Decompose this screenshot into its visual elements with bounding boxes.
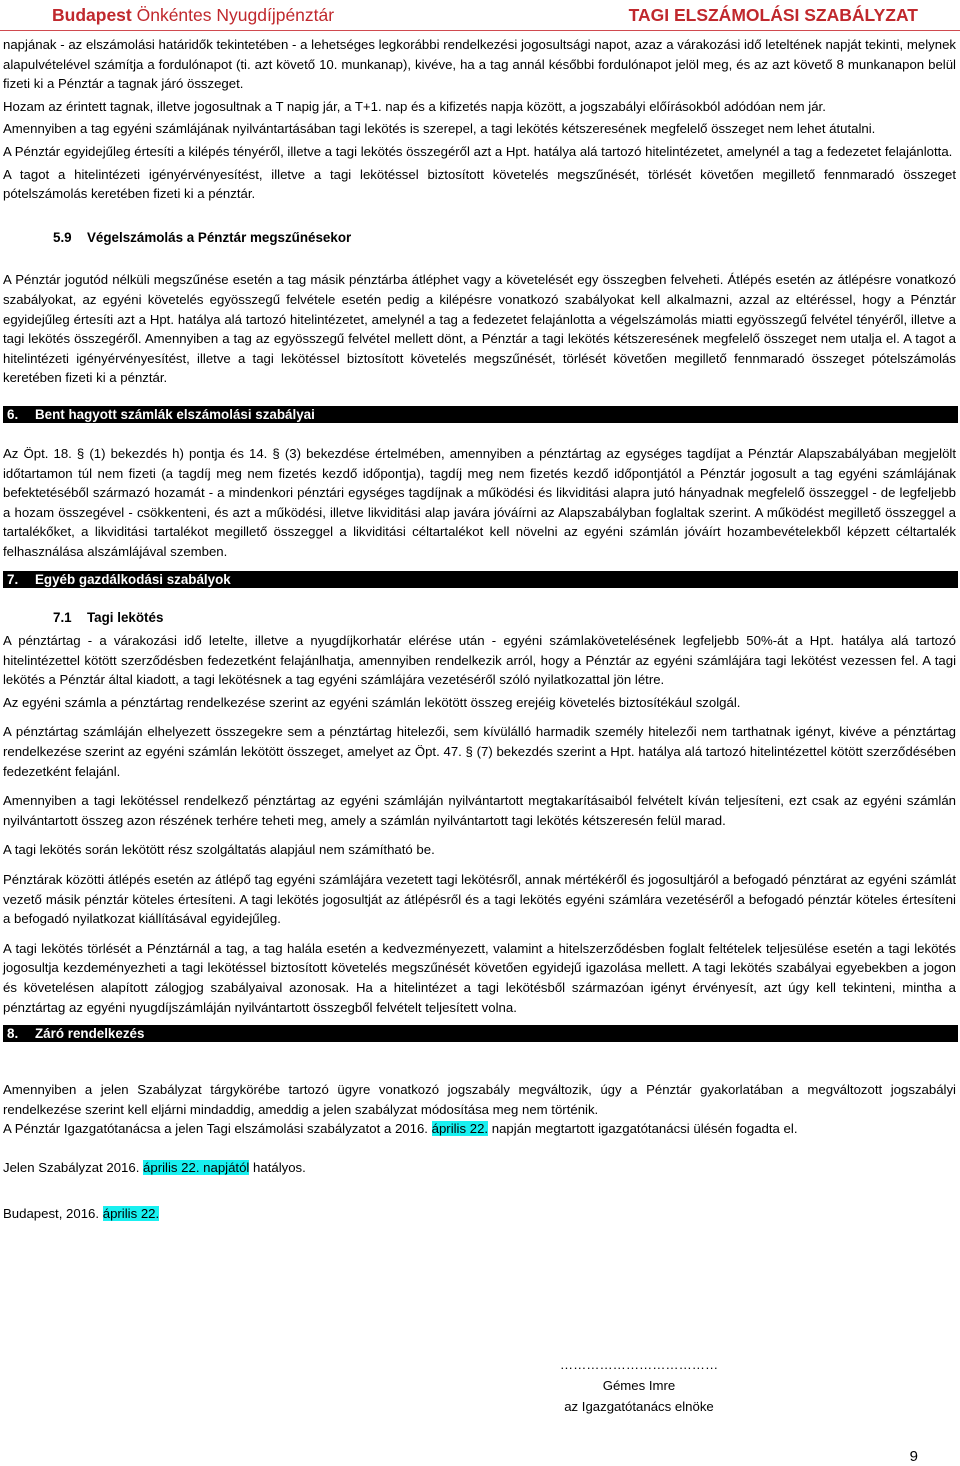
section-title: Záró rendelkezés — [35, 1026, 145, 1042]
paragraph: Amennyiben a jelen Szabályzat tárgykörébe tartozó ügyre vonatkozó jogszabály megváltozik, úgy a Pénztár gyakorlatában a megváltozott jogszabályi rendelkezése szerint kell eljárni mindaddig, ameddig a jelen szabályzat módosítása meg nem történik. — [3, 1082, 956, 1117]
section-heading-7-1 — [53, 608, 956, 628]
section-title: Tagi lekötés — [87, 610, 164, 626]
paragraph: Az egyéni számla a pénztártag rendelkezése szerint az egyéni számlán lekötött összeg erejéig követelés biztosítékául szolgál. — [3, 694, 741, 710]
paragraph: A Pénztár jogutód nélküli megszűnése esetén a tag másik pénztárba átléphet vagy a követelését egy összegben felveheti. Átlépés esetén az átlépésre vonatkozó szabályokat, az egyéni követelés egyösszegű felvétele esetén pedig a kilépésre vonatkozó szabályokat kell alkalmazni, azzal az eltéréssel, hogy a Pénztár egyidejűleg értesíti azt a Hpt. hatálya alá tartozó hitelintézetet, amelynél a tag a fedezetet felajánlotta a végelszámolás miatti egyösszegű felvétel tényéről, illetve a tagi lekötés összegéről. Amennyiben a tag az egyösszegű felvétel mellett dönt, a Pénztár a tagi lekötés kétszeresének megfelelő összeget nem utalja el. A tagot a hitelintézeti igényérvényesítést, illetve a tagi lekötéssel biztosított követelés megszűnését, törlését követően megillető fennmaradó összeget pótelszámolás keretében fizeti ki a pénztár. — [3, 272, 956, 386]
signature-block — [532, 1354, 746, 1417]
section-number: 8. — [7, 1026, 19, 1042]
section-heading-5-9 — [53, 228, 956, 248]
effective-date-paragraph — [3, 1158, 956, 1178]
section-heading-7 — [3, 571, 958, 588]
paragraph: A tagi lekötés során lekötött rész szolgáltatás alapjául nem számítható be. — [3, 842, 435, 858]
paragraph: A pénztártag - a várakozási idő letelte, illetve a nyugdíjkorhatár elérése után - egyéni számlakövetelésének legfeljebb 50%-át a Hpt. hatálya alá tartozó hitelintézettel kötött szerződésben fedezetként felajánlhatja, amennyiben rendelkezik arról, hogy a Pénztár az egyéni számlájára tagi lekötést vezessen fel. A tagi lekötés a Pénztár által kiadott, a tagi lekötésnek a tag egyéni számlájára vezetéséről szóló nyilatkozattal jön létre. — [3, 633, 956, 688]
header-fund-name-rest: Önkéntes Nyugdíjpénztár — [136, 4, 335, 25]
adoption-paragraph — [3, 1119, 956, 1139]
paragraph: Amennyiben a tag egyéni számlájának nyilvántartásában tagi lekötés is szerepel, a tagi lekötés kétszeresének megfelelő összeget nem lehet átutalni. — [3, 121, 876, 137]
highlighted-date: április 22. napjától — [143, 1159, 250, 1175]
highlighted-date: április 22. — [431, 1121, 489, 1137]
paragraph: Az Öpt. 18. § (1) bekezdés h) pontja és 14. § (3) bekezdése értelmében, amennyiben a pénztártag az egységes tagdíjat a Pénztár Alapszabályában megjelölt időtartamon túl nem fizeti (a tagdíj meg nem fizetés kezdő időpontja), tagdíj meg nem fizetés kezdő időpontjától a Pénztár jogosult a tag egyéni számlájának befektetéséből származó hozamát - a mindenkori pénztári egységes tagdíjnak a működési és likviditási alapra jutó hányadnak megfelelő összeggel - de legfeljebb a hozam összegével - csökkenteni, és azt a működési, illetve likviditási alap javára jóváírni az Alapszabályban foglaltak szerint. A működést megillető összeggel a tartalékőket, a likviditási tartalékot megillető összeggel a likviditási céltartalékot kell növelni az egyéni számlán jóváírt hozambevételekből képzett céltartalék felhasználása alszámlájával szemben. — [3, 445, 956, 559]
signatory-role: az Igazgatótanács elnöke — [564, 1399, 714, 1414]
section-heading-6 — [3, 406, 958, 423]
page-header — [0, 0, 960, 31]
section-title: Bent hagyott számlák elszámolási szabályai — [35, 406, 315, 422]
section-number: 6. — [7, 406, 19, 422]
section-title: Egyéb gazdálkodási szabályok — [35, 572, 231, 588]
signatory-name: Gémes Imre — [602, 1378, 676, 1393]
section-number: 5.9 — [53, 229, 72, 245]
adoption-text-start: A Pénztár Igazgatótanácsa a jelen Tagi elszámolási szabályzatot a 2016. — [3, 1121, 428, 1137]
header-document-title: TAGI ELSZÁMOLÁSI SZABÁLYZAT — [628, 4, 918, 25]
effective-text-start: Jelen Szabályzat 2016. — [3, 1159, 140, 1175]
paragraph: Hozam az érintett tagnak, illetve jogosultnak a T napig jár, a T+1. nap és a kifizetés napja között, a jogszabályi előírásokból adódóan nem jár. — [3, 98, 826, 114]
section-number: 7.1 — [53, 610, 72, 626]
section-title: Végelszámolás a Pénztár megszűnésekor — [87, 229, 352, 245]
header-fund-name-bold: Budapest — [52, 4, 132, 25]
place-date-text: Budapest, 2016. — [3, 1205, 100, 1221]
section-number: 7. — [7, 572, 19, 588]
paragraph: A tagi lekötés törlését a Pénztárnál a tag, a tag halála esetén a kedvezményezett, valamint a hitelszerződésben foglalt feltételek teljesülése esetén a tagi lekötés jogosultja kezdeményezheti a tagi lekötéssel biztosított követelés megszűnését követően egyidejű igazolása mellett. A tagi lekötés szabályai egyebekben a jogon és követelésen alapított zálogjog szabályaival azonosak. Ha a hitelintézet a tagi lekötésből származóan igényt érvényesít, azt úgy kell tekinteni, mintha a pénztártag az egyéni nyugdíjszámláján nyilvántartott összegből felvételt teljesített volna. — [3, 940, 956, 1015]
paragraph: A tagot a hitelintézeti igényérvényesítést, illetve a tagi lekötéssel biztosított követelés megszűnését, törlését követően megillető fennmaradó összeget pótelszámolás keretében fizeti ki a pénztár. — [3, 166, 956, 202]
paragraph: Pénztárak közötti átlépés esetén az átlépő tag egyéni számlájára vezetett tagi lekötésről, annak mértékéről és jogosultjáról a befogadó pénztárat az egyéni számlát vezető másik pénztár köteles értesíteni. A tagi lekötés jogosultját az átlépésről és a tagi lekötés egyéni számlára vezetéséről a befogadó pénztár köteles értesíteni a befogadó nyilatkozat kiállításával egyidejűleg. — [3, 872, 956, 927]
place-date-paragraph — [3, 1204, 956, 1224]
paragraph: A Pénztár egyidejűleg értesíti a kilépés tényéről, illetve a tagi lekötés összegéről azt a Hpt. hatálya alá tartozó hitelintézetet, amelynél a tag a fedezetet felajánlotta. — [3, 143, 953, 159]
header-fund-name — [52, 5, 334, 26]
signature-line: ……………………………… — [559, 1357, 719, 1372]
section-heading-8 — [3, 1025, 958, 1042]
paragraph: A pénztártag számláján elhelyezett összegekre sem a pénztártag hitelezői, sem kívülálló harmadik személy hitelezői nem tarthatnak igényt, kivéve a pénztártag rendelkezése szerint az egyéni számlán lekötött összeget, amelyet az Öpt. 47. § (7) bekezdés szerint a Hpt. hatálya alá tartozó hitelintézettel kötött szerződésében fedezetként felajánl. — [3, 724, 956, 779]
highlighted-date: április 22. — [102, 1205, 160, 1221]
paragraph: Amennyiben a tagi lekötéssel rendelkező pénztártag az egyéni számláján nyilvántartott megtakarításaiból felvételt kíván teljesíteni, ezt csak az egyéni számlán nyilvántartott összeg azon részének terhére teheti meg, amely a számlán nyilvántartott tagi lekötés kétszeresén felül marad. — [3, 793, 956, 828]
paragraph: napjának - az elszámolási határidők tekintetében - a lehetséges legkorábbi rendelkezési jogosultsági napot, azaz a várakozási idő leteltének napját tekinti, melynek alapulvételével számítja a fordulónapot (ti. azt követő 10. munkanap), kivéve, ha a tag annál későbbi fordulónapot jelöl meg, és az azt követő 8 munkanapon belül fizeti ki a Pénztár a tagnak járó összeget. — [3, 37, 956, 92]
document-body — [0, 31, 960, 1223]
effective-text-end: hatályos. — [253, 1159, 306, 1175]
page-number: 9 — [909, 1448, 918, 1465]
adoption-text-end: napján megtartott igazgatótanácsi ülésén fogadta el. — [491, 1121, 798, 1137]
